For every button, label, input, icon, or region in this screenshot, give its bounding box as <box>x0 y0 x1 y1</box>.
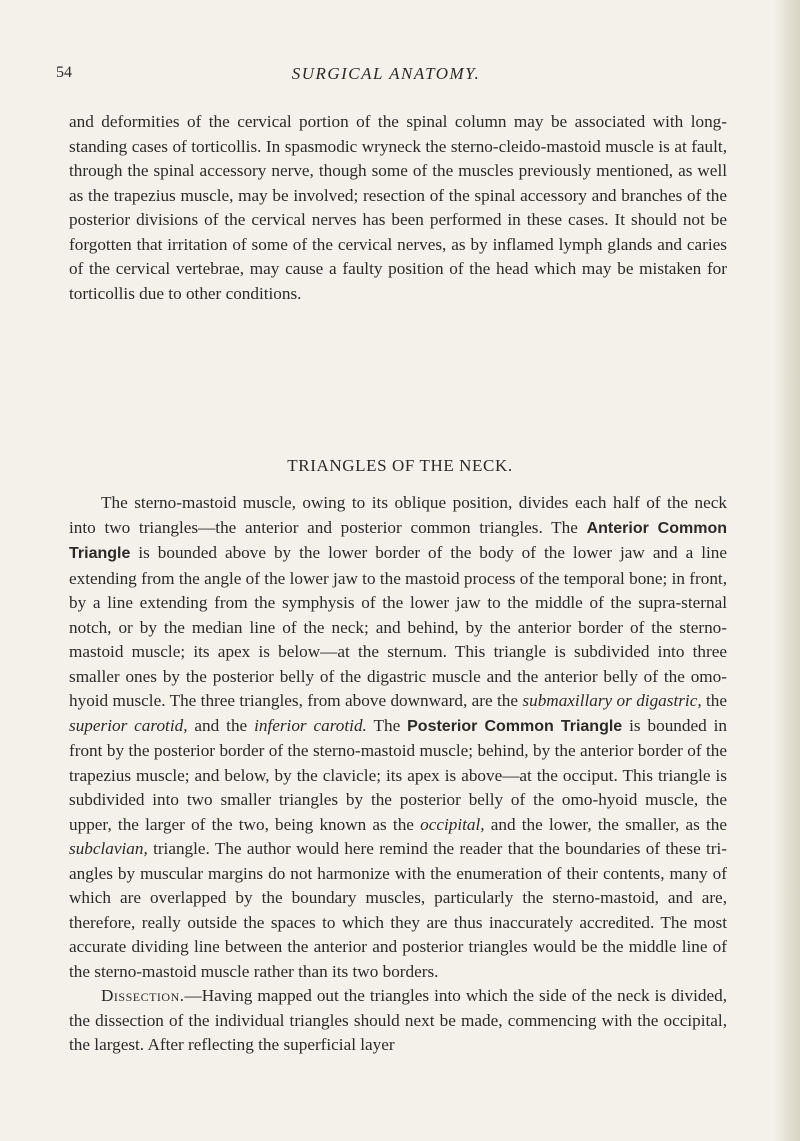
text-run: and the <box>187 715 255 735</box>
text-run: —Having mapped out the triangles into which the side of the neck is divided, the dissection of the individual triangles should next be made, commencing with the occipital, the largest. After reflecting the superficial layer <box>69 986 727 1054</box>
page-number: 54 <box>56 64 72 81</box>
term-superior-carotid: superior carotid, <box>69 715 188 735</box>
term-occipital: occipital, <box>420 814 485 834</box>
dissection-lead: Dissection. <box>101 986 185 1005</box>
text-run: is bounded in front by the posterior border of the sterno-mastoid muscle; behind, by the anterior border of the trapezius muscle; and below, by the clavicle; its apex is above—at the occiput. This triangle is subdivided into two smaller triangles by the posterior belly of the omo-hyoid muscle, the upper, the larger of the two, being known as the <box>69 715 728 834</box>
paragraph-torticollis: and deformities of the cervical portion of the spinal column may be associated with long-standing cases of torticollis. In spasmodic wryneck the sterno-cleido-mastoid muscle is at fault, through the spinal accessory nerve, though some of the muscles previously mentioned, as well as the trapezius muscle, may be involved; resection of the spinal accessory and branches of the posterior divisions of the cervical nerves has been performed in these cases. It should not be forgotten that irritation of some of the cervical nerves, as by inflamed lymph glands and caries of the cervical vertebrae, may cause a faulty position of the head which may be mistaken for torticollis due to other conditions. <box>69 112 727 303</box>
term-posterior-common-triangle: Posterior Common Triangle <box>407 717 623 735</box>
text-run: The <box>366 715 408 735</box>
text-run: is bounded above by the lower border of the body of the lower jaw and a line extending from the angle of the lower jaw to the mastoid process of the temporal bone; in front, by a line extending from the symphysis of the lower jaw to the middle of the supra-sternal notch, or by the median line of the neck; and behind, by the anterior border of the sterno-mastoid muscle; its apex is below—at the sternum. This triangle is subdivided into three smaller ones by the posterior belly of the digastric muscle and the anterior belly of the omo-hyoid muscle. The three triangles, from above downward, are the <box>69 543 727 710</box>
text-run: and the lower, the smaller, as the <box>484 814 727 834</box>
term-inferior-carotid: inferior carotid. <box>254 715 367 735</box>
page-header <box>56 64 716 92</box>
text-run: triangle. The author would here remind the reader that the boundaries of these tri-angles by muscular margins do not harmonize with the enumeration of their contents, many of which are overlapped by the boundary muscles, particularly the sterno-mastoid, and are, therefore, really outside the spaces to which they are thus inaccurately accredited. The most accurate dividing line between the anterior and posterior triangles would be the middle line of the sterno-mastoid muscle rather than its two borders. <box>69 839 727 981</box>
text-run: The sterno-mastoid muscle, owing to its oblique position, divides each half of the neck into two triangles—the anterior and posterior common triangles. The <box>69 493 727 537</box>
term-anterior-common-triangle: Anterior Common Triangle <box>69 519 727 562</box>
text-run: the <box>701 691 727 710</box>
paragraph-triangles <box>69 491 727 984</box>
section-heading: TRIANGLES OF THE NECK. <box>287 456 513 475</box>
term-subclavian: subclavian, <box>69 839 148 858</box>
term-submaxillary: submaxillary or digastric, <box>522 691 702 710</box>
running-title: SURGICAL ANATOMY. <box>291 64 481 83</box>
page-edge-shadow <box>774 0 800 1141</box>
paragraph-dissection <box>69 984 727 1058</box>
